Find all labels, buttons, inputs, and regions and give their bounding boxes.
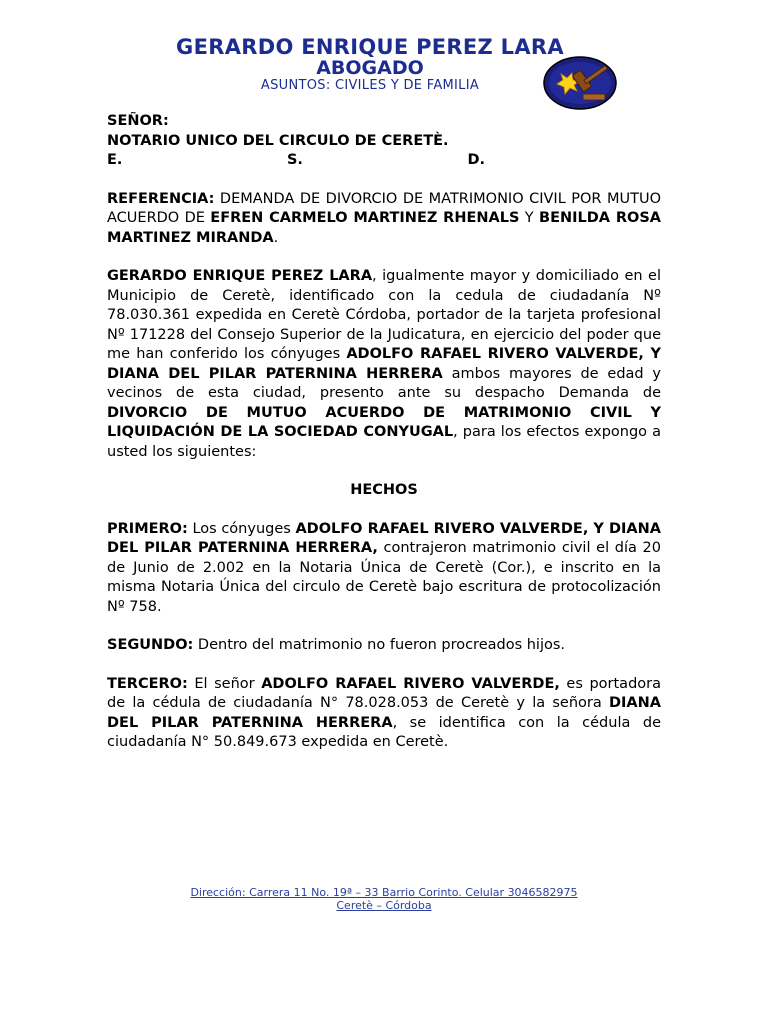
- intro-spouses: ADOLFO RAFAEL RIVERO VALVERDE, Y DIANA DEL PILAR PATERNINA HERRERA: [107, 346, 661, 382]
- footer: [0, 886, 768, 912]
- recipient: NOTARIO UNICO DEL CIRCULO DE CERETÈ.: [107, 132, 449, 149]
- gavel-logo-icon: [543, 54, 617, 110]
- intro-claim: DIVORCIO DE MUTUO ACUERDO DE MATRIMONIO CIVIL Y LIQUIDACIÓN DE LA SOCIEDAD CONYUGAL: [107, 404, 661, 440]
- tercero-label: TERCERO:: [107, 675, 188, 692]
- reference-text-2: Y: [519, 210, 540, 226]
- lawyer-name: GERARDO ENRIQUE PEREZ LARA: [176, 35, 564, 59]
- fact-tercero: [107, 675, 661, 753]
- reference-name-2: BENILDA ROSA MARTINEZ MIRANDA: [107, 210, 661, 246]
- intro-text-1: , igualmente mayor y domiciliado en el Municipio de Ceretè, identificado con la cedula de ciudadanía Nº 78.030.361 expedida en Ceretè Córdoba, portador de la tarjeta profesional Nº 171228 del Consejo Superior de la Judicatura, en ejercicio del poder que me han conferido los cónyuges: [107, 268, 662, 362]
- footer-address: Dirección: Carrera 11 No. 19ª – 33 Barrio Corinto. Celular 3046582975: [190, 886, 578, 899]
- intro-name: GERARDO ENRIQUE PEREZ LARA: [107, 268, 373, 284]
- intro-text-3: , para los efectos expongo a usted los siguientes:: [107, 424, 661, 460]
- reference-label: REFERENCIA:: [107, 190, 215, 207]
- lawyer-specialty: ASUNTOS: CIVILES Y DE FAMILIA: [260, 78, 480, 93]
- reference-name-1: EFREN CARMELO MARTINEZ RHENALS: [210, 210, 520, 226]
- primero-text-1: Los cónyuges: [187, 520, 296, 537]
- primero-names: ADOLFO RAFAEL RIVERO VALVERDE, Y DIANA DEL PILAR PATERNINA HERRERA,: [107, 520, 661, 556]
- fact-primero: [107, 520, 661, 618]
- reference-text-3: .: [273, 229, 279, 246]
- salutation: SEÑOR:: [107, 113, 169, 129]
- segundo-label: SEGUNDO:: [107, 637, 194, 653]
- tercero-name-2: DIANA DEL PILAR PATERNINA HERRERA: [107, 695, 661, 731]
- tercero-name-1: ADOLFO RAFAEL RIVERO VALVERDE,: [261, 675, 560, 692]
- intro-paragraph: [107, 267, 661, 462]
- tercero-text-3: , se identifica con la cédula de ciudadanía N° 50.849.673 expedida en Ceretè.: [107, 714, 661, 750]
- intro-text-2: ambos mayores de edad y vecinos de esta ciudad, presento ante su despacho Demanda de: [107, 365, 662, 401]
- esd-line: [107, 151, 485, 171]
- reference-paragraph: [107, 190, 661, 249]
- letter-body: [107, 112, 661, 753]
- esd-e: E.: [107, 152, 123, 168]
- esd-d: D.: [467, 152, 485, 168]
- primero-label: PRIMERO:: [107, 520, 188, 537]
- reference-text-1: DEMANDA DE DIVORCIO DE MATRIMONIO CIVIL POR MUTUO ACUERDO DE: [107, 190, 661, 226]
- tercero-text-2: es portadora de la cédula de ciudadanía N° 78.028.053 de Ceretè y la señora: [107, 675, 661, 711]
- primero-text-2: contrajeron matrimonio civil el día 20 de Junio de 2.002 en la Notaria Única de Ceretè (Cor.), e inscrito en la misma Notaria Única del circulo de Ceretè bajo escritura de protocolización Nº 758.: [107, 540, 662, 615]
- footer-city: Ceretè – Córdoba: [336, 899, 432, 912]
- esd-s: S.: [286, 152, 303, 168]
- hechos-heading: HECHOS: [350, 482, 418, 498]
- letterhead: [0, 36, 740, 94]
- segundo-text: Dentro del matrimonio no fueron procreados hijos.: [193, 637, 566, 653]
- lawyer-title: ABOGADO: [316, 57, 424, 79]
- fact-segundo: [107, 636, 661, 656]
- tercero-text-1: El señor: [187, 675, 262, 692]
